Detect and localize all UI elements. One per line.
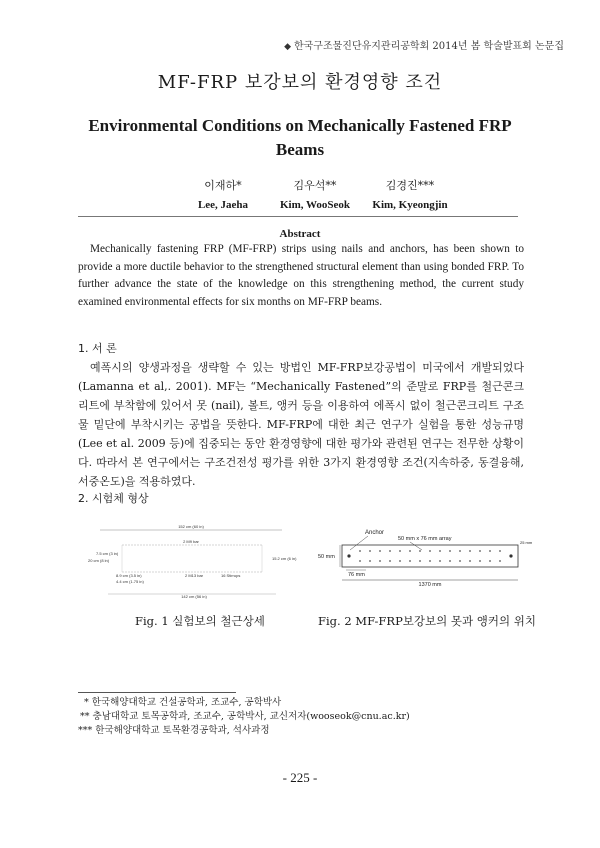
figure-1-caption: Fig. 1 실험보의 철근상세 (135, 614, 265, 628)
footnote-divider (78, 692, 236, 693)
fig2-label-total-length: 1370 mm (418, 582, 442, 588)
fig1-label-bar-bottom: 2 M13 bar (184, 573, 204, 578)
abstract-heading: Abstract (279, 228, 321, 240)
title-english-line2: Beams (275, 140, 325, 159)
fig1-label-top-dim: 152 cm (60 in) (178, 524, 204, 529)
fig1-label-bottom2: 4.4 cm (1.75 in) (116, 579, 144, 584)
footnote-2: ** 충남대학교 토목공학과, 조교수, 공학박사, 교신저자(wooseok@cnu.ac.kr) (80, 711, 410, 722)
intro-text: 예폭시의 양생과정을 생략할 수 있는 방법인 MF-FRP보강공법이 미국에서 개발되었다(Lamanna et al,. 2001). MF는 “Mechanically Fastened”의 준말로 FRP를 철근콘크리트에 부착함에 있어서 못 (nail), 볼트, 앵커 등을 이용하여 에폭시 없이 철근콘크리트 구조물 밑단에 부착시키는 공법을 뜻한다. MF-FRP에 대한 최근 연구가 실험을 통한 성능규명(Lee et al. 2009 등)에 집중되는 동안 환경영향에 대한 평가와 관련된 연구는 전무한 상황이다. 따라서 본 연구에서는 구조건전성 평가를 위한 3가지 환경영향 조건(지속하중, 동결융해, 서중온도)을 적용하였다. (78, 361, 524, 488)
author-name-ko: 이재하* (204, 179, 242, 192)
fig2-label-right: 25 mm (520, 540, 533, 545)
figure-1-rebar-detail (86, 522, 308, 606)
title-korean: MF-FRP 보강보의 환경영향 조건 (157, 72, 443, 93)
fig1-label-stirrups: 16 Stirrups (221, 573, 241, 578)
author-name-en: Kim, WooSeok (279, 199, 351, 211)
author-name-ko: 김경진*** (385, 179, 435, 192)
page-number: - 225 - (282, 770, 318, 785)
fig2-label-left-height: 50 mm (318, 554, 335, 560)
footnote-3: *** 한국해양대학교 토목환경공학과, 석사과정 (78, 725, 270, 736)
fig2-label-bottom-width: 76 mm (348, 572, 365, 578)
fig2-label-anchor: Anchor (365, 530, 385, 536)
section-heading-intro: 1. 서 론 (78, 342, 117, 355)
footnote-1: * 한국해양대학교 건설공학과, 조교수, 공학박사 (84, 697, 282, 708)
footnotes (78, 696, 410, 738)
fig1-label-left-dim1: 7.5 cm (3 in) (96, 551, 119, 556)
diamond-icon: ◆ (284, 42, 291, 52)
abstract-text: Mechanically fastening FRP (MF-FRP) strips using nails and anchors, has been shown to provide a more ductile behavior to the strengthened structural element than using bonded FRP. To further advance the state of the knowledge on this strengthening method, the current study examined environmental effects for six months on MF-FRP beams. (78, 243, 524, 308)
fig1-label-bar-top: 2 M9 bar (183, 539, 199, 544)
author-3 (350, 177, 470, 211)
running-header (284, 37, 564, 52)
header-text: 한국구조물진단유지관리공학회 2014년 봄 학술발표회 논문집 (293, 41, 564, 52)
figure-2-nail-anchor-layout (318, 528, 540, 590)
fig1-label-bottom1: 8.9 cm (3.5 in) (116, 573, 142, 578)
fig1-label-bottom-dim: 142 cm (56 in) (181, 594, 207, 599)
author-name-en: Lee, Jaeha (197, 199, 249, 211)
fig1-label-left-dim2: 20 cm (8 in) (88, 558, 110, 563)
author-name-ko: 김우석** (293, 179, 337, 192)
figure-2-caption: Fig. 2 MF-FRP보강보의 못과 앵커의 위치 (318, 614, 536, 628)
title-english (60, 114, 540, 162)
fig2-label-array: 50 mm x 76 mm array (398, 536, 452, 542)
fig1-label-right-dim: 15.2 cm (6 in) (272, 556, 297, 561)
divider (78, 216, 518, 217)
section-heading-specimen: 2. 시험체 형상 (78, 492, 149, 505)
title-english-line1: Environmental Conditions on Mechanically Fastened FRP (88, 116, 512, 135)
nail-array (347, 550, 512, 562)
author-name-en: Kim, Kyeongjin (372, 199, 448, 211)
